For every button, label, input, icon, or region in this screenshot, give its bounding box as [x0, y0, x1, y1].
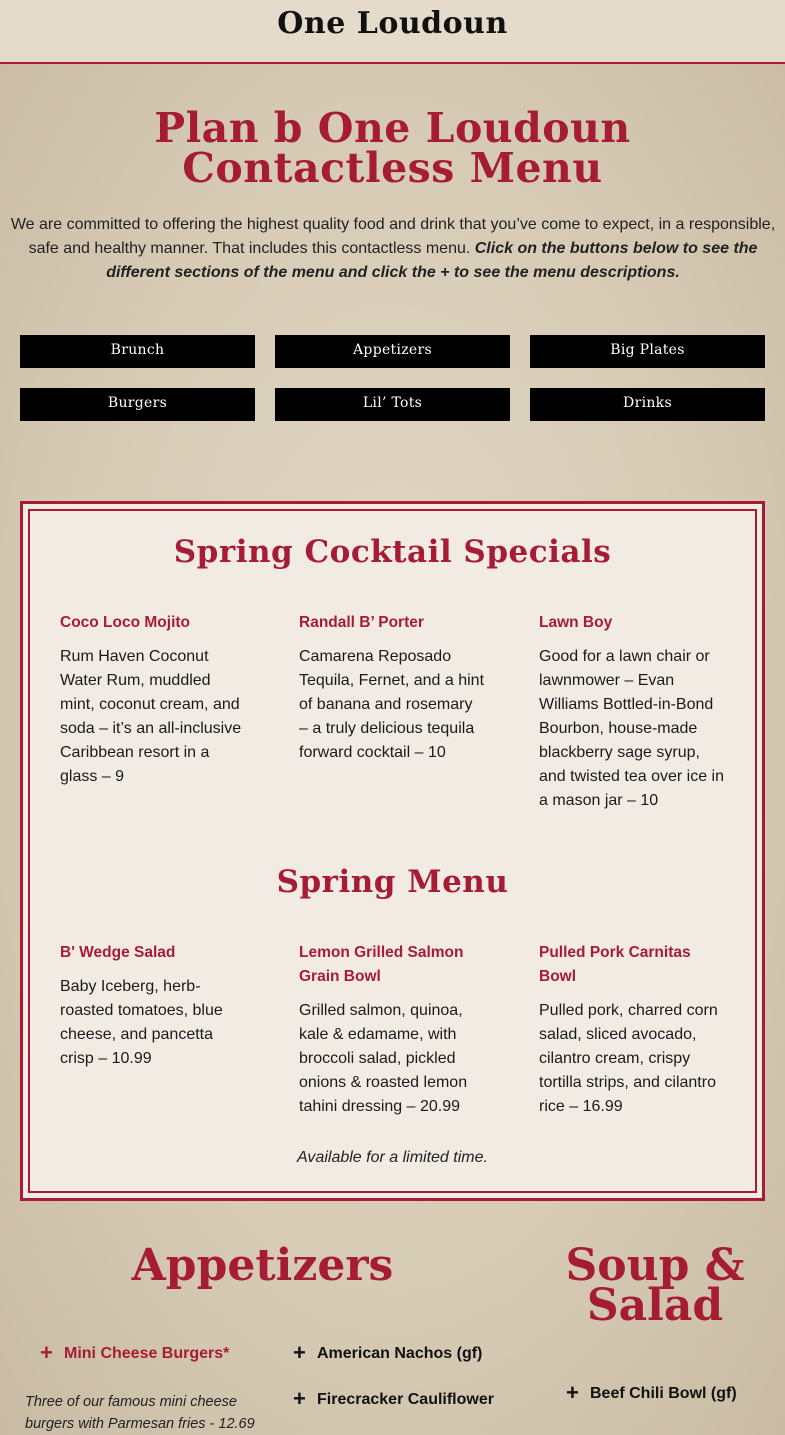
accordion-beef-chili-bowl[interactable]	[566, 1382, 737, 1405]
accordion-mini-cheese-burgers[interactable]	[40, 1342, 229, 1365]
limited-time-note: Available for a limited time.	[297, 1149, 488, 1166]
intro-plain: We are committed to offering the highest quality food and drink that you’ve come to expect, in a responsible, safe and healthy manner. That includes this contactless menu.	[10, 216, 776, 257]
cocktail-item	[539, 611, 724, 813]
cocktail-item	[299, 611, 484, 765]
nav-button-lil-tots[interactable]: Lil’ Tots	[275, 388, 510, 421]
soup-salad-title	[545, 1240, 765, 1331]
plus-icon[interactable]: +	[40, 1340, 53, 1365]
cocktail-desc: Camarena Reposado Tequila, Fernet, and a hint of banana and rosemary – a truly delicious tequila forward cocktail – 10	[299, 648, 485, 761]
mini-cheese-burgers-description: Three of our famous mini cheese burgers with Parmesan fries - 12.69	[25, 1394, 255, 1432]
nav-button-big-plates[interactable]: Big Plates	[530, 335, 765, 368]
accordion-label: Beef Chili Bowl (gf)	[590, 1385, 737, 1402]
intro-text	[8, 213, 778, 285]
cocktail-name: Randall B’ Porter	[299, 614, 424, 631]
soup-salad-title-line-2: Salad	[586, 1280, 724, 1331]
spring-menu-item	[539, 941, 724, 1119]
plus-icon[interactable]: +	[293, 1340, 306, 1365]
nav-button-drinks[interactable]: Drinks	[530, 388, 765, 421]
page-title-line-2: Contactless Menu	[182, 144, 603, 192]
cocktail-desc: Good for a lawn chair or lawnmower – Evan Williams Bottled-in-Bond Bourbon, house-made blackberry sage syrup, and twisted tea over ice in a mason jar – 10	[539, 648, 724, 809]
spring-menu-item-desc: Baby Iceberg, herb-roasted tomatoes, blue cheese, and pancetta crisp – 10.99	[60, 978, 223, 1067]
nav-button-appetizers[interactable]: Appetizers	[275, 335, 510, 368]
accordion-american-nachos[interactable]	[293, 1342, 482, 1365]
cocktail-item	[60, 611, 245, 789]
plus-icon[interactable]: +	[293, 1386, 306, 1411]
spring-menu-item-desc: Grilled salmon, quinoa, kale & edamame, with broccoli salad, pickled onions & roasted lemon tahini dressing – 20.99	[299, 1002, 468, 1115]
specials-panel	[20, 501, 765, 1201]
spring-menu-item-desc: Pulled pork, charred corn salad, sliced avocado, cilantro cream, crispy tortilla strips, and cilantro rice – 16.99	[539, 1002, 718, 1115]
intro-emphasis: Click on the buttons below to see the different sections of the menu and click the + to see the menu descriptions.	[106, 240, 758, 281]
spring-menu-item-name: Pulled Pork Carnitas Bowl	[539, 944, 691, 985]
cocktail-specials-title: Spring Cocktail Specials	[173, 534, 612, 570]
soup-salad-title-line-1: Soup &	[565, 1240, 745, 1291]
brand-title[interactable]: One Loudoun	[277, 6, 508, 41]
spring-menu-title: Spring Menu	[276, 864, 509, 900]
nav-button-brunch[interactable]: Brunch	[20, 335, 255, 368]
appetizers-title: Appetizers	[131, 1240, 394, 1291]
spring-menu-item-name: B' Wedge Salad	[60, 944, 176, 961]
page-title-line-1: Plan b One Loudoun	[154, 104, 631, 152]
accordion-label: Mini Cheese Burgers*	[64, 1345, 230, 1362]
spring-menu-item-name: Lemon Grilled Salmon Grain Bowl	[299, 944, 464, 985]
cocktail-desc: Rum Haven Coconut Water Rum, muddled mint, coconut cream, and soda – it’s an all-inclusive Caribbean resort in a glass – 9	[60, 648, 242, 785]
accordion-firecracker-cauliflower[interactable]	[293, 1388, 494, 1411]
accordion-label: American Nachos (gf)	[317, 1345, 483, 1362]
nav-button-burgers[interactable]: Burgers	[20, 388, 255, 421]
spring-menu-item	[299, 941, 484, 1119]
site-header	[0, 0, 785, 64]
accordion-label: Firecracker Cauliflower	[317, 1391, 494, 1408]
cocktail-name: Coco Loco Mojito	[60, 614, 191, 631]
cocktail-name: Lawn Boy	[539, 614, 613, 631]
page-title	[0, 104, 785, 192]
spring-menu-item	[60, 941, 245, 1071]
plus-icon[interactable]: +	[566, 1380, 579, 1405]
